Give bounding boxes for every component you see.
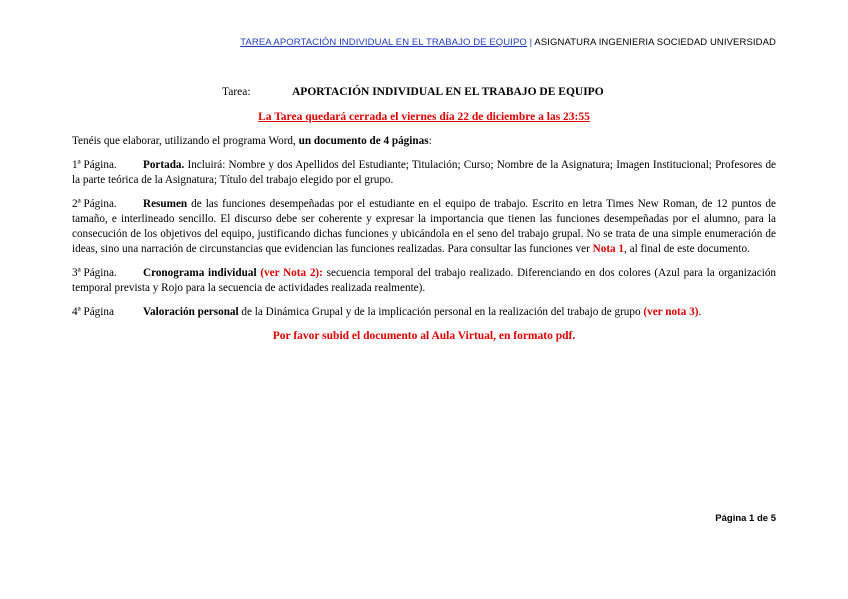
page-header xyxy=(0,37,776,48)
header-link[interactable]: TAREA APORTACIÓN INDIVIDUAL EN EL TRABAJO DE EQUIPO xyxy=(240,37,527,48)
page-1-text: Incluirá: Nombre y dos Apellidos del Estudiante; Titulación; Curso; Nombre de la Asignatura; Imagen Institucional; Profesores de la parte teórica de la Asignatura; Título del trabajo elegido por el grupo. xyxy=(72,159,776,186)
page-4-heading: Valoración personal xyxy=(143,306,239,318)
page-3-heading: Cronograma individual xyxy=(143,267,257,279)
page-2-label: 2ª Página. xyxy=(72,198,117,210)
page-3-note: (ver Nota 2): xyxy=(256,267,323,279)
page-4-paragraph xyxy=(72,305,776,320)
intro-end: : xyxy=(428,135,432,147)
document-body xyxy=(72,85,776,344)
intro-bold: un documento de 4 páginas xyxy=(298,135,429,147)
deadline-notice: La Tarea quedará cerrada el viernes día 22 de diciembre a las 23:55 xyxy=(258,111,590,123)
header-subject: ASIGNATURA INGENIERIA SOCIEDAD UNIVERSIDAD xyxy=(534,37,776,48)
task-label: Tarea: xyxy=(222,86,251,98)
page-4-text: de la Dinámica Grupal y de la implicación personal en la realización del trabajo de grupo xyxy=(238,306,644,318)
task-title-text: APORTACIÓN INDIVIDUAL EN EL TRABAJO DE EQUIPO xyxy=(292,86,604,98)
page-1-label: 1ª Página. xyxy=(72,159,117,171)
page-1-paragraph xyxy=(72,158,776,188)
page-2-note: Nota 1 xyxy=(592,243,625,255)
page-3-paragraph xyxy=(72,266,776,296)
page-2-paragraph xyxy=(72,197,776,257)
task-title xyxy=(72,85,776,100)
page-3-text: secuencia temporal del trabajo realizado. Diferenciando en dos colores (Azul para la organización temporal prevista y Rojo para la secuencia de actividades realizada realmente). xyxy=(72,267,777,294)
page-4-label: 4ª Página xyxy=(72,306,114,318)
page-4-note: (ver nota 3) xyxy=(643,306,699,318)
page-2-text: de las funciones desempeñadas por el estudiante en el equipo de trabajo. Escrito en letra Times New Roman, de 12 puntos de tamaño, e interlineado sencillo. El discurso debe ser coherente y expresar la importancia que tienen las funciones desempeñadas por el alumno, para la consecución de los objetivos del equipo, justificando dichas funciones y ubicándola en el seno del trabajo grupal. No se trata de una simple enumeración de ideas, sino una narración de circunstancias que evidencian las funciones realizadas. Para consultar las funciones ver xyxy=(72,198,776,255)
header-separator: | xyxy=(526,37,535,48)
page-4-after: . xyxy=(698,306,702,318)
page-1-heading: Portada. xyxy=(143,159,185,171)
closing-instruction: Por favor subid el documento al Aula Virtual, en formato pdf. xyxy=(272,330,576,342)
page-2-after: , al final de este documento. xyxy=(624,243,750,255)
intro-text: Tenéis que elaborar, utilizando el programa Word, xyxy=(72,135,299,147)
page-2-heading: Resumen xyxy=(143,198,188,210)
page-number: Página 1 de 5 xyxy=(715,513,776,524)
intro-paragraph xyxy=(72,134,776,149)
page-3-label: 3ª Página. xyxy=(72,267,117,279)
